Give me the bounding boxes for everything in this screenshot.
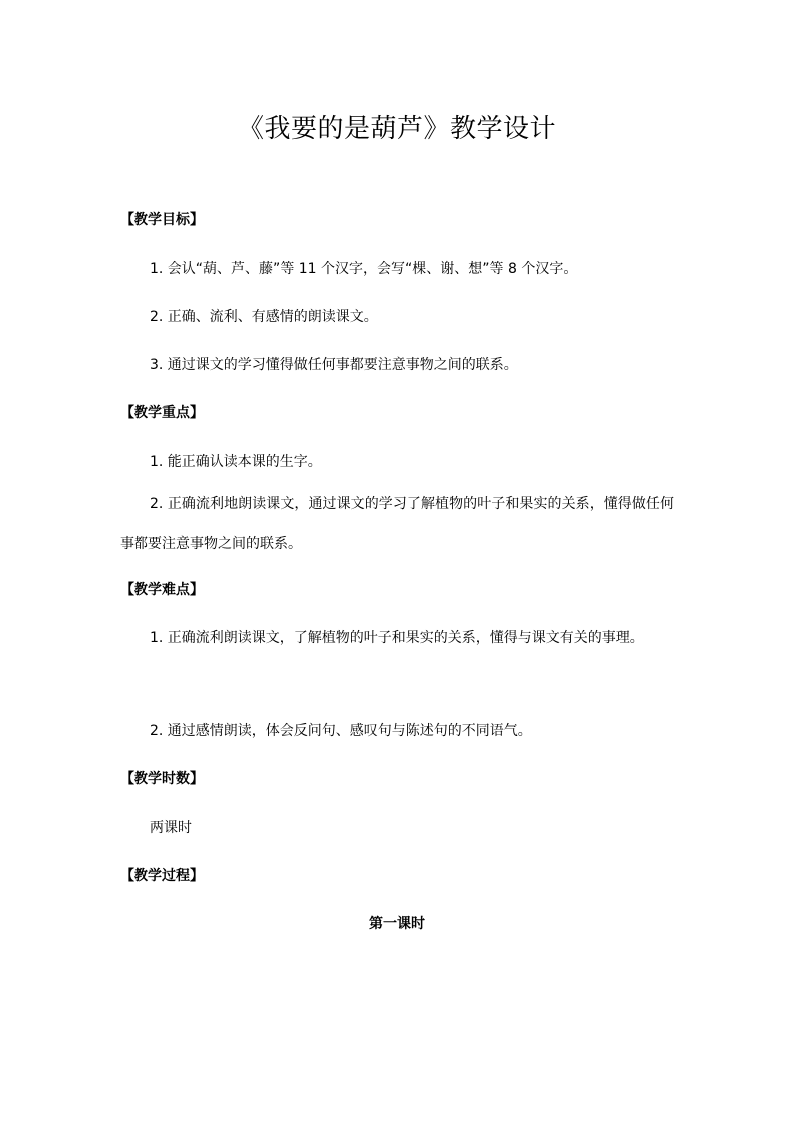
teaching-hours-value: 两课时 xyxy=(150,820,192,836)
difficult-points-heading: 【教学难点】 xyxy=(120,582,204,598)
key-point-item: 2. 正确流利地朗读课文，通过课文的学习了解植物的叶子和果实的关系，懂得做任何事都要注意事物之间的联系。 xyxy=(120,496,674,552)
goal-item: 2. 正确、流利、有感情的朗读课文。 xyxy=(150,309,378,325)
lesson-one-heading: 第一课时 xyxy=(369,916,425,932)
difficult-point-item: 1. 正确流利朗读课文，了解植物的叶子和果实的关系，懂得与课文有关的事理。 xyxy=(150,630,644,646)
teaching-hours-heading: 【教学时数】 xyxy=(120,771,204,787)
goal-item: 3. 通过课文的学习懂得做任何事都要注意事物之间的联系。 xyxy=(150,357,518,373)
key-point-item: 1. 能正确认读本课的生字。 xyxy=(150,454,322,470)
key-points-heading: 【教学重点】 xyxy=(120,405,204,421)
goals-heading: 【教学目标】 xyxy=(120,212,204,228)
teaching-process-heading: 【教学过程】 xyxy=(120,868,204,884)
goal-item: 1. 会认“葫、芦、藤”等 11 个汉字，会写“棵、谢、想”等 8 个汉字。 xyxy=(150,261,578,277)
difficult-point-item: 2. 通过感情朗读，体会反问句、感叹句与陈述句的不同语气。 xyxy=(150,723,532,739)
document-title: 《我要的是葫芦》教学设计 xyxy=(237,114,556,144)
